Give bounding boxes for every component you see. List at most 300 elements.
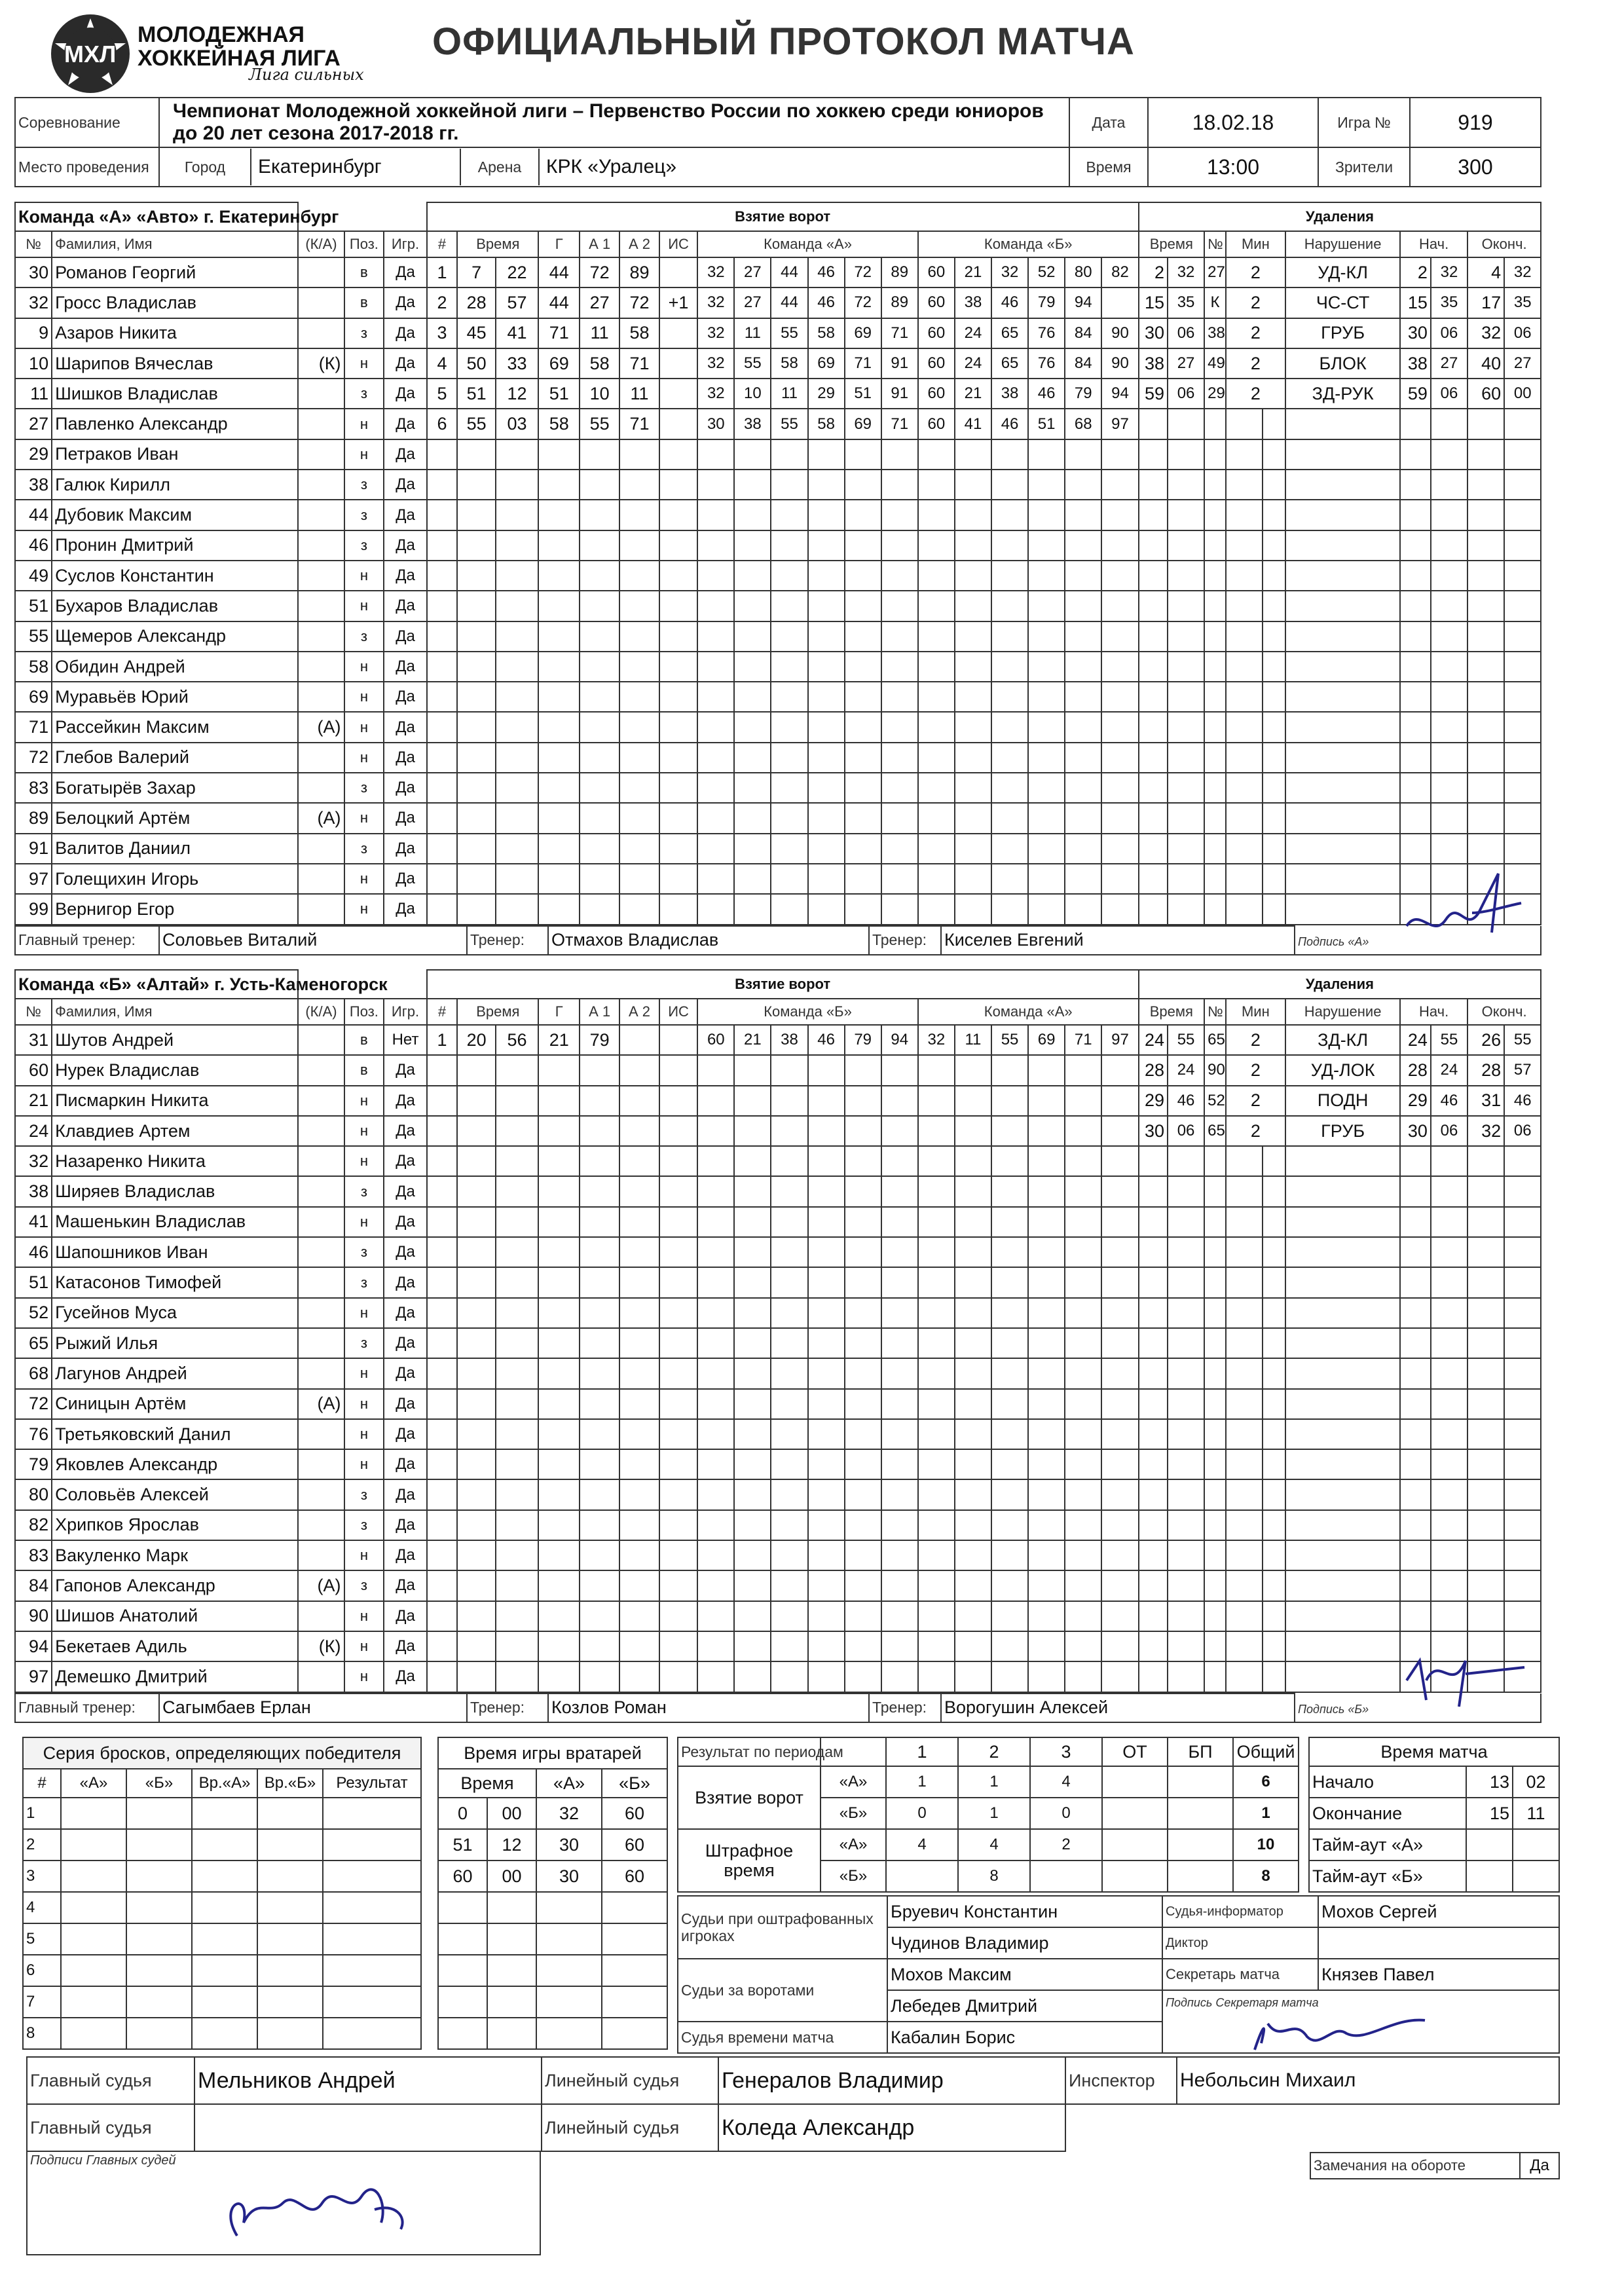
team-a-goal-onice: 55: [771, 318, 807, 348]
team-a-goal-empty: [955, 621, 991, 652]
team-a-goal-empty: [1028, 894, 1065, 924]
team-b-player-pos: н: [344, 1358, 384, 1388]
team-a-goal-empty: [538, 834, 580, 864]
team-b-player-plays: Да: [384, 1389, 426, 1419]
team-a-pen-empty: [1467, 409, 1504, 439]
team-a-pen-empty: [1226, 591, 1263, 621]
team-a-player-plays: Да: [384, 652, 426, 682]
team-b-goal-empty: [619, 1570, 659, 1601]
team-b-pen-empty: [1226, 1570, 1263, 1601]
team-a-player-plays: Да: [384, 682, 426, 712]
team-a-pen-empty: [1226, 894, 1263, 924]
team-a-player-name: Галюк Кирилл: [52, 470, 298, 500]
team-a-goal-empty: [771, 561, 807, 591]
team-a-pen-end-min: 32: [1467, 318, 1504, 348]
team-b-pen-empty: [1263, 1540, 1285, 1570]
team-a-player-role: [298, 652, 344, 682]
team-b-pen-empty: [1263, 1661, 1285, 1692]
team-b-goal-empty: [808, 1086, 845, 1116]
team-a-goal-empty: [457, 530, 495, 561]
team-a-goal-empty: [1101, 439, 1138, 470]
team-a-goal-empty: [580, 743, 619, 773]
goalie-empty: [487, 1923, 536, 1955]
team-a-goal-empty: [619, 621, 659, 652]
competition: Чемпионат Молодежной хоккейной лиги – Первенство России по хоккею среди юниоров до 20 лет сезона 2017-2018 гг.: [159, 98, 1069, 147]
team-a-goal-empty: [771, 682, 807, 712]
team-a-goal-onice: 94: [1065, 287, 1101, 318]
team-a-section: [14, 202, 1541, 955]
team-b-goal-empty: [1101, 1479, 1138, 1509]
team-a-goal-empty: [496, 652, 538, 682]
team-b-player-row: [15, 1146, 1541, 1176]
goalie-time-sec: 00: [487, 1861, 536, 1892]
team-b-goal-empty: [697, 1540, 734, 1570]
team-a-goal-min: 7: [457, 257, 495, 287]
team-a-player-number: 38: [15, 470, 52, 500]
team-b-pen-empty: [1139, 1176, 1168, 1206]
team-a-goal-empty: [734, 834, 771, 864]
team-b-goal-empty: [845, 1419, 881, 1449]
team-a-goal-onice: 46: [991, 409, 1028, 439]
period-title: Результат по периодам: [678, 1737, 821, 1766]
team-a-col-is: ИС: [659, 231, 697, 257]
team-b-goal-empty: [619, 1358, 659, 1388]
team-a-pen-empty: [1226, 439, 1263, 470]
team-a-goal-empty: [808, 470, 845, 500]
team-a-goal-onice: 38: [734, 409, 771, 439]
team-a-pen-min: 59: [1139, 379, 1168, 409]
team-b-pen-empty: [1168, 1298, 1204, 1328]
team-a-player-pos: н: [344, 591, 384, 621]
team-a-goal-empty: [659, 530, 697, 561]
team-a-player-pos: з: [344, 834, 384, 864]
team-b-goal-empty: [659, 1389, 697, 1419]
team-a-goal-empty: [881, 834, 918, 864]
team-b-goal-empty: [697, 1570, 734, 1601]
team-a-pen-empty: [1226, 621, 1263, 652]
team-a-goal-empty: [697, 561, 734, 591]
team-a-goal-empty: [580, 894, 619, 924]
team-b-goal-empty: [659, 1086, 697, 1116]
team-a-goal-onice: 60: [918, 287, 955, 318]
team-a-goal-empty: [734, 530, 771, 561]
team-b-pen-player: 52: [1204, 1086, 1226, 1116]
team-b-pen-empty: [1504, 1479, 1541, 1509]
team-b-goal-empty: [697, 1298, 734, 1328]
team-b-player-row: [15, 1601, 1541, 1631]
team-b-goal-empty: [659, 1358, 697, 1388]
team-a-pen-empty: [1504, 530, 1541, 561]
team-a-goal-empty: [496, 591, 538, 621]
team-b-goal-empty: [619, 1661, 659, 1692]
goalie-empty: [438, 1986, 487, 2018]
team-b-goal-empty: [580, 1328, 619, 1358]
shootout-cell: [323, 1829, 421, 1861]
team-b-goal-empty: [845, 1328, 881, 1358]
team-b-goal-empty: [1028, 1086, 1065, 1116]
team-a-goal-empty: [619, 803, 659, 833]
team-a-pen-empty: [1431, 500, 1467, 530]
team-b-coach-label-1: Тренер:: [467, 1694, 548, 1722]
team-b-player-name: Шутов Андрей: [52, 1025, 298, 1055]
team-a-player-name: Павленко Александр: [52, 409, 298, 439]
team-a-goal-empty: [881, 803, 918, 833]
team-b-player-name: Рыжий Илья: [52, 1328, 298, 1358]
team-b-goal-empty: [955, 1540, 991, 1570]
team-b-goal-empty: [619, 1207, 659, 1237]
period-goals-label: Взятие ворот: [678, 1766, 821, 1829]
team-b-player-plays: Да: [384, 1540, 426, 1570]
team-b-goal-empty: [881, 1601, 918, 1631]
team-b-goal-empty: [845, 1510, 881, 1540]
team-a-goal-empty: [991, 803, 1028, 833]
team-a-goal-onice: 80: [1065, 257, 1101, 287]
team-a-goal-onice: 38: [991, 379, 1028, 409]
team-a-goal-empty: [808, 894, 845, 924]
team-b-pen-empty: [1504, 1540, 1541, 1570]
team-b-player-role: [298, 1298, 344, 1328]
time-label: Время: [1069, 147, 1148, 187]
team-b-goal-empty: [991, 1389, 1028, 1419]
shootout-cell: [323, 2018, 421, 2049]
team-b-goal-empty: [771, 1419, 807, 1449]
team-a-player-name: Валитов Даниил: [52, 834, 298, 864]
team-b-goal-empty: [659, 1661, 697, 1692]
team-a-player-row: [15, 379, 1541, 409]
team-a-goal-empty: [697, 834, 734, 864]
team-b-goal-empty: [697, 1601, 734, 1631]
team-b-player-role: [298, 1176, 344, 1206]
team-b-col-pos: Поз.: [344, 999, 384, 1025]
team-a-goal-empty: [538, 561, 580, 591]
team-a-player-number: 89: [15, 803, 52, 833]
team-b-goal-empty: [659, 1631, 697, 1661]
team-b-goal-empty: [619, 1601, 659, 1631]
team-a-player-plays: Да: [384, 500, 426, 530]
team-a-goal-is: +1: [659, 287, 697, 318]
team-a-pen-empty: [1263, 409, 1285, 439]
team-b-goal-empty: [734, 1116, 771, 1146]
team-b-player-plays: Да: [384, 1207, 426, 1237]
team-a-player-plays: Да: [384, 439, 426, 470]
team-a-penalties-header: Удаления: [1139, 202, 1541, 231]
team-a-goal-onice: 90: [1101, 318, 1138, 348]
team-b-pen-empty: [1204, 1207, 1226, 1237]
team-a-goal-empty: [1028, 530, 1065, 561]
team-b-goal-empty: [1101, 1661, 1138, 1692]
informer-label: Судья-информатор: [1162, 1896, 1318, 1927]
team-a-goal-empty: [457, 652, 495, 682]
team-a-player-number: 9: [15, 318, 52, 348]
team-a-player-pos: з: [344, 500, 384, 530]
goalie-empty: [438, 2018, 487, 2049]
goal-judge-1: Мохов Максим: [887, 1959, 1162, 1990]
league-name-1: МОЛОДЕЖНАЯ: [138, 22, 304, 47]
team-b-pen-player: 65: [1204, 1025, 1226, 1055]
goalie-empty: [602, 2018, 667, 2049]
team-a-goal-empty: [1101, 561, 1138, 591]
shootout-cell: [61, 1986, 126, 2018]
team-a-pen-empty: [1400, 470, 1431, 500]
team-a-pen-empty: [1139, 894, 1168, 924]
team-a-goal-onice: [1101, 287, 1138, 318]
team-b-goal-empty: [955, 1389, 991, 1419]
remarks-table: [1310, 2152, 1560, 2179]
shootout-cell: [257, 1861, 323, 1892]
team-a-player-row: [15, 530, 1541, 561]
team-b-goal-empty: [808, 1479, 845, 1509]
shootout-cell: [323, 1861, 421, 1892]
team-a-pen-sec: 06: [1168, 318, 1204, 348]
team-a-pen-empty: [1285, 682, 1400, 712]
team-b-pen-empty: [1400, 1328, 1431, 1358]
team-a-goal-empty: [538, 682, 580, 712]
team-b-goal-empty: [496, 1389, 538, 1419]
team-b-goal-empty: [734, 1570, 771, 1601]
shootout-cell: [126, 1923, 192, 1955]
team-a-goal-empty: [496, 561, 538, 591]
team-a-player-row: [15, 257, 1541, 287]
team-b-goal-empty: [538, 1389, 580, 1419]
team-a-pen-empty: [1168, 743, 1204, 773]
main-referee-label: Главный судья: [27, 2057, 194, 2104]
goalie-a: 30: [536, 1861, 602, 1892]
team-b-player-role: [298, 1025, 344, 1055]
team-a-col-time: Время: [457, 231, 538, 257]
team-b-goal-is: [659, 1025, 697, 1055]
team-a-pen-empty: [1139, 621, 1168, 652]
team-b-goal-empty: [734, 1086, 771, 1116]
team-b-goal-empty: [991, 1510, 1028, 1540]
team-b-goal-empty: [991, 1419, 1028, 1449]
team-a-pen-empty: [1285, 864, 1400, 894]
team-b-goal-empty: [881, 1570, 918, 1601]
team-a-pen-empty: [1400, 743, 1431, 773]
team-a-pen-start-min: 30: [1400, 318, 1431, 348]
team-a-pen-empty: [1139, 773, 1168, 803]
team-b-pen-empty: [1139, 1207, 1168, 1237]
team-b-goal-empty: [619, 1510, 659, 1540]
team-b-player-pos: з: [344, 1176, 384, 1206]
team-b-player-pos: з: [344, 1570, 384, 1601]
goalie-title: Время игры вратарей: [438, 1737, 667, 1769]
goal-judge-2: Лебедев Дмитрий: [887, 1990, 1162, 2022]
team-a-pen-end-sec: 32: [1504, 257, 1541, 287]
team-b-col-play: Игр.: [384, 999, 426, 1025]
team-b-pen-empty: [1400, 1510, 1431, 1540]
team-b-player-plays: Да: [384, 1146, 426, 1176]
team-a-goal-empty: [955, 864, 991, 894]
team-b-player-number: 24: [15, 1116, 52, 1146]
team-a-goal-empty: [918, 439, 955, 470]
goalie-a: 32: [536, 1798, 602, 1829]
team-b-goal-a1: 79: [580, 1025, 619, 1055]
team-a-goal-empty: [808, 500, 845, 530]
team-a-pen-empty: [1226, 530, 1263, 561]
team-b-pen-empty: [1285, 1601, 1400, 1631]
team-a-pen-empty: [1504, 652, 1541, 682]
team-a-goal-empty: [659, 743, 697, 773]
team-b-goal-empty: [918, 1540, 955, 1570]
team-b-goal-empty: [697, 1510, 734, 1540]
team-a-pen-empty: [1204, 864, 1226, 894]
team-b-player-number: 65: [15, 1328, 52, 1358]
team-b-goal-empty: [427, 1479, 458, 1509]
team-b-pen-min: 29: [1139, 1086, 1168, 1116]
team-b-goal-empty: [955, 1237, 991, 1267]
main-referee-2: [194, 2104, 542, 2151]
period-cell: 2: [1030, 1829, 1102, 1861]
team-a-pen-empty: [1226, 864, 1263, 894]
team-b-pen-end-min: 28: [1467, 1055, 1504, 1085]
team-a-goal-scorer: 69: [538, 348, 580, 379]
penalty-box-judge-2: Чудинов Владимир: [887, 1927, 1162, 1959]
goalie-empty: [602, 1955, 667, 1986]
team-a-pen-player: К: [1204, 287, 1226, 318]
team-b-player-pos: в: [344, 1055, 384, 1085]
team-b-goal-empty: [496, 1055, 538, 1085]
team-a-goal-empty: [1065, 743, 1101, 773]
team-b-pen-empty: [1285, 1479, 1400, 1509]
team-b-player-role: [298, 1661, 344, 1692]
period-cell: [1168, 1829, 1233, 1861]
team-a-goal-empty: [427, 864, 458, 894]
team-b-goal-empty: [955, 1510, 991, 1540]
team-a-goal-empty: [538, 652, 580, 682]
shootout-cell: [192, 1955, 257, 1986]
team-a-goal-empty: [771, 864, 807, 894]
team-a-player-role: [298, 621, 344, 652]
team-b-goal-empty: [538, 1449, 580, 1479]
team-b-goal-empty: [580, 1631, 619, 1661]
team-a-goal-empty: [955, 712, 991, 742]
team-b-pen-empty: [1263, 1631, 1285, 1661]
team-b-player-plays: Да: [384, 1570, 426, 1601]
team-b-goal-empty: [538, 1479, 580, 1509]
team-a-goal-empty: [496, 439, 538, 470]
shootout-col: Результат: [323, 1769, 421, 1798]
team-b-goal-empty: [580, 1237, 619, 1267]
team-a-goal-empty: [1101, 530, 1138, 561]
team-a-goal-onice: 60: [918, 348, 955, 379]
team-a-goal-empty: [1028, 834, 1065, 864]
team-a-pen-empty: [1168, 621, 1204, 652]
team-b-player-name: Шапошников Иван: [52, 1237, 298, 1267]
team-a-goal-empty: [734, 743, 771, 773]
team-b-pen-start-min: 29: [1400, 1086, 1431, 1116]
team-b-player-name: Синицын Артём: [52, 1389, 298, 1419]
match-time-min: [1513, 1829, 1559, 1861]
team-a-goal-empty: [580, 439, 619, 470]
team-a-player-role: (К): [298, 348, 344, 379]
team-a-goal-empty: [1101, 864, 1138, 894]
team-a-goal-empty: [427, 561, 458, 591]
team-a-player-role: [298, 318, 344, 348]
team-b-goal-empty: [538, 1207, 580, 1237]
team-b-goal-empty: [771, 1207, 807, 1237]
team-a-player-role: [298, 500, 344, 530]
team-b-pen-empty: [1204, 1389, 1226, 1419]
team-a-player-pos: н: [344, 652, 384, 682]
team-a-goal-empty: [580, 652, 619, 682]
team-b-goal-empty: [1028, 1601, 1065, 1631]
team-a-goal-empty: [697, 682, 734, 712]
team-b-goal-empty: [457, 1389, 495, 1419]
team-a-pen-empty: [1400, 803, 1431, 833]
team-a-goal-empty: [538, 712, 580, 742]
team-a-goal-empty: [457, 591, 495, 621]
team-a-goal-empty: [991, 712, 1028, 742]
team-a-player-pos: н: [344, 409, 384, 439]
team-a-coach-label-2: Тренер:: [869, 926, 941, 955]
team-b-goal-empty: [457, 1328, 495, 1358]
period-results-table: [677, 1737, 1299, 1893]
team-a-goal-empty: [918, 561, 955, 591]
team-a-player-name: Дубовик Максим: [52, 500, 298, 530]
period-cell: 1: [958, 1798, 1030, 1829]
team-a-goal-empty: [1028, 712, 1065, 742]
team-b-goal-empty: [427, 1510, 458, 1540]
team-b-player-row: [15, 1237, 1541, 1267]
team-b-goal-empty: [1028, 1510, 1065, 1540]
team-a-goal-is: [659, 348, 697, 379]
team-b-goal-empty: [496, 1510, 538, 1540]
shootout-cell: [257, 1923, 323, 1955]
team-b-goal-empty: [1065, 1328, 1101, 1358]
team-b-player-role: (А): [298, 1570, 344, 1601]
team-b-player-number: 46: [15, 1237, 52, 1267]
team-a-pen-empty: [1226, 470, 1263, 500]
team-b-pen-empty: [1204, 1176, 1226, 1206]
team-b-player-number: 32: [15, 1146, 52, 1176]
team-b-goal-empty: [918, 1389, 955, 1419]
team-b-goal-empty: [881, 1298, 918, 1328]
team-a-goal-onice: 65: [991, 318, 1028, 348]
penalty-box-judge-1: Бруевич Константин: [887, 1896, 1162, 1927]
team-a-goal-empty: [427, 470, 458, 500]
team-b-goal-empty: [496, 1358, 538, 1388]
league-slogan: Лига сильных: [249, 65, 364, 84]
team-a-goal-onice: 90: [1101, 348, 1138, 379]
team-a-pen-empty: [1139, 500, 1168, 530]
team-b-goal-empty: [659, 1328, 697, 1358]
team-a-goal-empty: [991, 864, 1028, 894]
team-b-goal-min: 20: [457, 1025, 495, 1055]
team-a-goal-empty: [580, 803, 619, 833]
team-b-goal-empty: [881, 1661, 918, 1692]
team-b-goal-empty: [538, 1358, 580, 1388]
team-b-goal-onice: 97: [1101, 1025, 1138, 1055]
team-b-goal-empty: [538, 1055, 580, 1085]
team-b-player-pos: н: [344, 1449, 384, 1479]
team-a-goal-empty: [697, 773, 734, 803]
team-a-goal-empty: [991, 500, 1028, 530]
team-a-goal-empty: [538, 591, 580, 621]
team-b-goal-empty: [845, 1631, 881, 1661]
team-b-pen-empty: [1431, 1207, 1467, 1237]
team-b-goal-empty: [659, 1510, 697, 1540]
team-b-goal-empty: [991, 1328, 1028, 1358]
shootout-row-num: 5: [23, 1923, 61, 1955]
team-b-goal-onice: 21: [734, 1025, 771, 1055]
team-a-pen-empty: [1204, 712, 1226, 742]
team-a-goal-onice: 71: [881, 318, 918, 348]
team-a-player-plays: Да: [384, 470, 426, 500]
team-b-goal-empty: [955, 1176, 991, 1206]
team-b-col-is: ИС: [659, 999, 697, 1025]
team-a-pen-empty: [1204, 439, 1226, 470]
team-a-pen-empty: [1400, 561, 1431, 591]
